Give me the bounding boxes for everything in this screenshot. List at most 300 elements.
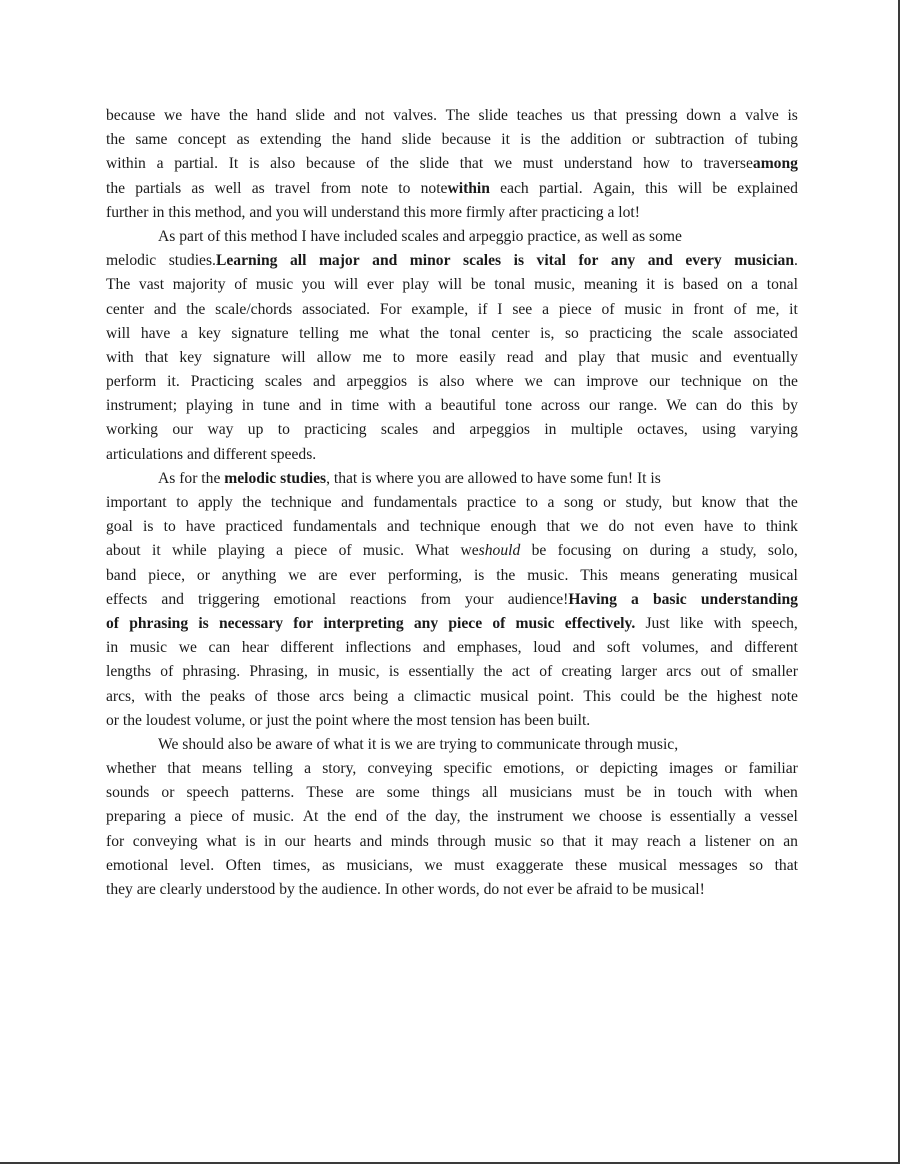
word: audience!Having (507, 590, 617, 608)
text-line (106, 370, 798, 394)
word: hear (241, 639, 269, 657)
word: of (254, 687, 268, 705)
word: arcs (319, 687, 345, 705)
word: be (531, 542, 547, 560)
word: musical (749, 566, 798, 584)
word: familiar (748, 760, 798, 778)
word: apply (197, 494, 233, 511)
word: to (163, 518, 176, 536)
word: that (774, 856, 798, 874)
text-line (106, 830, 798, 854)
word: must (522, 155, 554, 173)
word: a (424, 397, 432, 415)
word: during (649, 542, 691, 560)
word: music (494, 832, 532, 850)
word: musician. (734, 252, 798, 270)
word: more (416, 348, 449, 366)
word: that (167, 760, 191, 778)
text-run: or the loudest volume, or just the point where the most tension has been built. (106, 711, 591, 729)
word: your (465, 590, 494, 608)
word: in (241, 397, 254, 415)
word: it (151, 542, 161, 560)
word: ever (349, 566, 377, 584)
word: using (702, 421, 736, 439)
text-line (106, 152, 798, 176)
word: phrasing (129, 614, 189, 632)
word: for (293, 614, 314, 632)
word: addition (570, 131, 622, 149)
word: smaller (752, 663, 798, 681)
word: explained (737, 179, 798, 197)
word: will (281, 348, 306, 366)
word: in (653, 784, 666, 802)
word: slide (401, 131, 432, 149)
word: about (106, 542, 141, 560)
word: act (511, 663, 531, 681)
word: the (420, 324, 440, 342)
word: that (144, 348, 169, 366)
word: well (214, 179, 242, 197)
word: piece (294, 542, 328, 560)
word: if (477, 300, 488, 318)
word: center (491, 324, 530, 342)
word: Practicing (190, 373, 254, 391)
word: signature (213, 348, 271, 366)
word: associated (733, 324, 798, 342)
word: musical (618, 856, 668, 874)
word: the (242, 494, 262, 511)
word: is (473, 566, 485, 584)
word: so (540, 832, 554, 850)
word: the (662, 324, 682, 342)
word: in (544, 421, 557, 439)
word: the (186, 300, 206, 318)
word: teaches (516, 107, 563, 124)
word: will (333, 276, 359, 294)
word: piece (558, 300, 592, 318)
word: have (140, 324, 171, 342)
word: a (547, 494, 555, 511)
word: have (704, 518, 734, 536)
word: of (385, 808, 399, 826)
word: vital (536, 252, 566, 270)
text-run: We should also be aware of what it is we are trying to communicate through music, (158, 735, 679, 753)
word: a (744, 808, 752, 826)
word: speech (186, 784, 229, 802)
text-line (106, 346, 798, 370)
text-line (106, 539, 798, 563)
word: we (493, 155, 513, 173)
word: studies.Learning (168, 252, 278, 270)
word: sounds (106, 784, 150, 802)
word: we (178, 639, 197, 657)
word: must (584, 784, 615, 802)
word: each (500, 179, 529, 197)
word: understanding (700, 590, 798, 608)
word: this (750, 397, 774, 415)
word: musicians, (346, 856, 413, 874)
word: music. (527, 566, 569, 584)
text-line (106, 660, 798, 684)
word: of (160, 663, 174, 681)
word: melodic (106, 252, 157, 270)
word: do (726, 397, 742, 415)
word: because (106, 107, 156, 124)
word: different (744, 639, 798, 657)
word: when (764, 784, 798, 802)
word: hand (361, 131, 392, 149)
text-run: As part of this method I have included scales and arpeggio practice, as well as some (158, 227, 682, 245)
word: through (437, 832, 486, 850)
word: is (388, 663, 400, 681)
word: must (454, 856, 485, 874)
word: and (333, 107, 357, 124)
word: practiced (225, 518, 283, 536)
text-line (106, 491, 798, 515)
word: and (153, 300, 177, 318)
word: point. (538, 687, 575, 705)
text-line (106, 201, 798, 225)
word: it. (167, 373, 180, 391)
word: be (664, 687, 680, 705)
word: a (304, 760, 311, 778)
word: is, (540, 324, 555, 342)
word: telling (253, 760, 293, 778)
word: we (424, 856, 443, 874)
word: phrasing. (182, 663, 241, 681)
word: a (751, 276, 759, 294)
word: and (710, 639, 733, 657)
word: in (330, 397, 343, 415)
word: play (578, 348, 606, 366)
text-run: , that is where you are allowed to have some fun! It is (326, 469, 661, 487)
word: playing (217, 542, 265, 560)
word: key (179, 348, 202, 366)
word: all (481, 784, 498, 802)
word: have (190, 107, 221, 124)
word: is (198, 614, 209, 632)
word: story, (322, 760, 357, 778)
word: to (176, 494, 189, 511)
word: the (496, 566, 516, 584)
word: touch (677, 784, 713, 802)
word: that (459, 155, 484, 173)
word: preparing (106, 808, 166, 826)
word: effects (106, 590, 148, 608)
word: are (355, 784, 375, 802)
word: weshould (460, 542, 521, 560)
word: song (564, 494, 594, 511)
word: any (413, 614, 439, 632)
text-line (106, 878, 798, 902)
word: our (172, 421, 194, 439)
word: goal (106, 518, 133, 536)
word: you (301, 276, 326, 294)
word: easily (459, 348, 496, 366)
text-line (106, 249, 798, 273)
word: ever (366, 276, 394, 294)
word: as (251, 179, 265, 197)
word: and (298, 397, 322, 415)
word: hand (256, 107, 287, 124)
word: will (437, 276, 463, 294)
word: are (318, 566, 338, 584)
word: an (783, 832, 798, 850)
word: majority (172, 276, 226, 294)
text-run: articulations and different speeds. (106, 445, 317, 463)
word: can (695, 397, 718, 415)
word: technique (419, 518, 481, 536)
word: also (270, 155, 296, 173)
text-line (106, 515, 798, 539)
word: a (156, 155, 164, 173)
word: the (389, 155, 409, 173)
word: and (161, 590, 184, 608)
word: is (245, 832, 256, 850)
word: read (506, 348, 534, 366)
word: is (418, 373, 429, 391)
word: it (501, 131, 510, 149)
word: level. (179, 856, 215, 874)
word: of (231, 808, 245, 826)
word: working (106, 421, 158, 439)
word: key (198, 324, 221, 342)
word: us (571, 107, 585, 124)
word: subtraction (655, 131, 725, 149)
word: and (422, 639, 446, 657)
word: be (470, 276, 486, 294)
word: not (364, 107, 385, 124)
word: and (387, 518, 410, 536)
word: beautiful (440, 397, 497, 415)
word: meaning (583, 276, 638, 294)
text-line (106, 636, 798, 660)
word: of (734, 131, 748, 149)
word: of (539, 663, 553, 681)
word: all (289, 252, 307, 270)
word: will (106, 324, 131, 342)
word: some (386, 784, 420, 802)
word: We (666, 397, 687, 415)
word: our (588, 397, 610, 415)
word: piece, (148, 566, 185, 584)
word: is (663, 276, 675, 294)
word: allow (316, 348, 352, 366)
word: also (439, 373, 465, 391)
word: as (191, 179, 205, 197)
word: with (144, 687, 173, 705)
word: slide (478, 107, 508, 124)
word: up (247, 421, 264, 439)
word: associated. (302, 300, 371, 318)
word: a (689, 832, 697, 850)
word: Phrasing, (249, 663, 308, 681)
word: a (397, 687, 405, 705)
word: with (106, 348, 134, 366)
word: minds (390, 832, 429, 850)
word: octaves, (637, 421, 688, 439)
word: reactions (350, 590, 407, 608)
word: reach (646, 832, 681, 850)
word: those (276, 687, 310, 705)
word: music (650, 348, 689, 366)
word: music (515, 614, 555, 632)
word: hearts (313, 832, 352, 850)
word: and (647, 252, 673, 270)
word: of (733, 300, 747, 318)
word: out (700, 663, 721, 681)
word: center (106, 300, 145, 318)
word: and (359, 832, 383, 850)
word: of (106, 614, 119, 632)
word: not (634, 518, 655, 536)
word: on (622, 542, 639, 560)
word: concept (177, 131, 227, 149)
word: tune (262, 397, 290, 415)
word: This (583, 687, 612, 705)
word: means (202, 760, 242, 778)
word: perform (106, 373, 157, 391)
word: the (778, 373, 798, 391)
word: vast (138, 276, 165, 294)
paragraph (106, 225, 798, 467)
word: At (302, 808, 319, 826)
text-line (106, 854, 798, 878)
word: because (305, 155, 356, 173)
word: piece (189, 808, 223, 826)
word: the (469, 808, 489, 826)
text-line (106, 757, 798, 781)
word: me, (756, 300, 780, 318)
word: peaks (209, 687, 246, 705)
word: a (174, 808, 182, 826)
word: emphases, (457, 639, 522, 657)
word: and (432, 421, 456, 439)
word: of (338, 542, 352, 560)
word: what (379, 324, 410, 342)
word: the (106, 179, 126, 197)
word: in (671, 300, 684, 318)
word: on (752, 373, 768, 391)
word: the (106, 131, 126, 149)
word: major (318, 252, 360, 270)
word: scale (691, 324, 724, 342)
word: our (649, 373, 670, 391)
word: things (431, 784, 470, 802)
word: could (620, 687, 656, 705)
word: musicians (509, 784, 573, 802)
word: way (207, 421, 234, 439)
word: we (288, 566, 307, 584)
text-line (106, 104, 798, 128)
word: so (749, 856, 764, 874)
text-line (106, 805, 798, 829)
word: and (572, 639, 596, 657)
word: of (366, 155, 380, 173)
word: practicing (589, 324, 652, 342)
word: or (631, 131, 645, 149)
word: enough (490, 518, 537, 536)
word: music. (362, 542, 405, 560)
word: depicting (599, 760, 658, 778)
word: be (712, 179, 728, 197)
word: conveying (367, 760, 433, 778)
word: music, (338, 663, 380, 681)
word: a (701, 542, 709, 560)
word: creating (561, 663, 612, 681)
word: speech, (751, 614, 798, 632)
word: effectively. (564, 614, 636, 632)
word: to (277, 421, 290, 439)
word: soft (606, 639, 631, 657)
word: is (650, 808, 662, 826)
word: as (321, 856, 335, 874)
word: that (546, 518, 570, 536)
word: arcs (666, 663, 692, 681)
word: is (520, 131, 531, 149)
word: that (593, 107, 617, 124)
word: and (313, 373, 336, 391)
word: it (646, 276, 655, 294)
word: from (320, 179, 351, 197)
word: fundamentals (292, 518, 377, 536)
word: from (420, 590, 451, 608)
word: tonal (766, 276, 798, 294)
paragraph (106, 467, 798, 733)
text-line (106, 443, 798, 467)
word: based (682, 276, 719, 294)
word: understand (563, 155, 633, 173)
word: within (106, 155, 146, 173)
word: triggering (198, 590, 260, 608)
word: fundamentals (373, 494, 458, 511)
word: to (680, 155, 693, 173)
word: study, (625, 494, 663, 511)
word: generating (671, 566, 738, 584)
word: the (778, 494, 798, 511)
word: anything (221, 566, 277, 584)
word: scales (264, 373, 303, 391)
word: arpeggios (469, 421, 530, 439)
word: end (354, 808, 378, 826)
word: for (578, 252, 599, 270)
word: telling (299, 324, 339, 342)
word: study, (719, 542, 757, 560)
word: musical (480, 687, 529, 705)
word: tubing (758, 131, 798, 149)
paragraph (106, 104, 798, 225)
word: Just (645, 614, 670, 632)
word: the (540, 131, 561, 149)
word: climactic (413, 687, 471, 705)
word: signature (231, 324, 289, 342)
word: day, (435, 808, 461, 826)
word: or (603, 494, 617, 511)
word: messages (678, 856, 738, 874)
word: partial. (538, 179, 583, 197)
word: play (402, 276, 430, 294)
word: every (685, 252, 722, 270)
word: multiple (570, 421, 623, 439)
word: These (306, 784, 344, 802)
text-line (106, 128, 798, 152)
word: scales (380, 421, 419, 439)
word: in (317, 663, 330, 681)
text-line (106, 418, 798, 442)
word: band (106, 566, 137, 584)
word: a (729, 107, 737, 124)
word: highest (716, 687, 762, 705)
